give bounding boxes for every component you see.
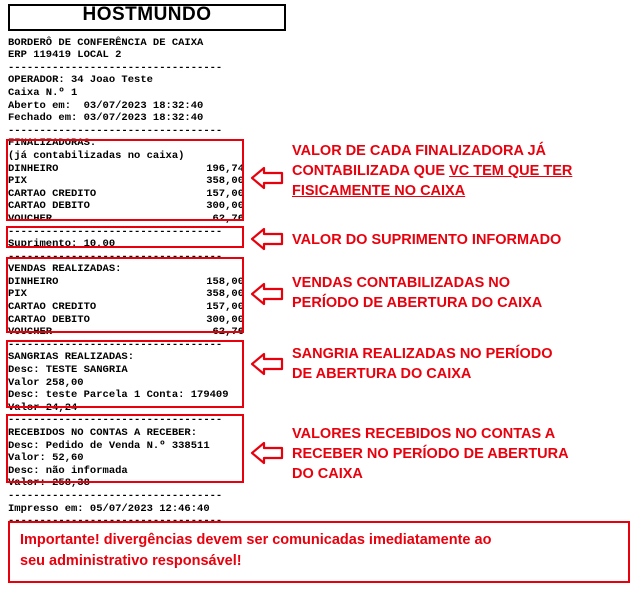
row-label: VOUCHER [8, 326, 53, 339]
table-row [8, 188, 286, 201]
divider-2: ---------------------------------- [8, 124, 223, 137]
vendas-title: VENDAS REALIZADAS: [8, 263, 122, 276]
finalizadoras-subtitle: (já contabilizadas no caixa) [8, 149, 185, 162]
fechado-line: Fechado em: 03/07/2023 18:32:40 [8, 112, 204, 125]
warning-line-1: Importante! divergências devem ser comunicadas imediatamente ao [20, 532, 492, 548]
row-value: 62,76 [212, 212, 244, 225]
table-row [8, 301, 286, 314]
annotation-sangrias-line-1: SANGRIA REALIZADAS NO PERÍODO [292, 346, 553, 362]
suprimento-line: Suprimento: 10,00 [8, 238, 116, 251]
recebido-line: Desc: Pedido de Venda N.º 338511 [8, 439, 210, 452]
recebido-line: Valor: 52,60 [8, 452, 84, 465]
divider-8: ---------------------------------- [8, 515, 223, 528]
arrow-sangrias-icon [250, 351, 284, 377]
receipt-header-line-1: BORDERÔ DE CONFERÊNCIA DE CAIXA [8, 36, 204, 49]
annotation-sangrias [292, 344, 637, 384]
annotation-suprimento [292, 230, 637, 250]
recebido-line: Valor: 258,38 [8, 477, 90, 490]
annotation-vendas [292, 273, 637, 313]
row-label: CARTAO DEBITO [8, 313, 90, 326]
table-row [8, 200, 286, 213]
row-label: DINHEIRO [8, 275, 59, 288]
recebidos-title: RECEBIDOS NO CONTAS A RECEBER: [8, 427, 198, 439]
aberto-line: Aberto em: 03/07/2023 18:32:40 [8, 99, 204, 112]
divider-7: ---------------------------------- [8, 489, 223, 502]
row-value: 358,00 [206, 175, 244, 188]
impresso-line: Impresso em: 05/07/2023 12:46:40 [8, 502, 210, 515]
receipt-title: HOSTMUNDO [82, 4, 212, 25]
row-label: PIX [8, 288, 27, 301]
sangrias-section [8, 351, 286, 414]
table-row [8, 288, 286, 301]
row-value: 157,00 [206, 187, 244, 200]
row-value: 158,00 [206, 275, 244, 288]
annotation-vendas-line-2: PERÍODO DE ABERTURA DO CAIXA [292, 295, 543, 311]
finalizadoras-section [8, 137, 286, 225]
annotation-sangrias-line-2: DE ABERTURA DO CAIXA [292, 366, 472, 382]
row-label: VOUCHER [8, 212, 53, 225]
finalizadoras-title: FINALIZADORAS: [8, 137, 97, 150]
divider-5: ---------------------------------- [8, 338, 223, 351]
row-value: 62,76 [212, 326, 244, 339]
annotation-finalizadoras-line-1: VALOR DE CADA FINALIZADORA JÁ [292, 143, 547, 159]
annotation-text-underlined: VC TEM QUE TER [449, 163, 573, 179]
vendas-section [8, 263, 286, 339]
annotation-suprimento-line-1: VALOR DO SUPRIMENTO INFORMADO [292, 232, 562, 248]
sangria-line: Desc: TESTE SANGRIA [8, 364, 128, 377]
annotation-finalizadoras-line-3: FISICAMENTE NO CAIXA [292, 183, 466, 199]
receipt-header-line-2: ERP 119419 LOCAL 2 [8, 49, 122, 62]
arrow-finalizadoras-icon [250, 165, 284, 191]
caixa-line: Caixa N.º 1 [8, 86, 78, 99]
table-row [8, 326, 286, 339]
sangria-line: Valor 258,00 [8, 376, 84, 389]
annotation-recebidos-line-2: RECEBER NO PERÍODO DE ABERTURA [292, 446, 569, 462]
annotation-finalizadoras [292, 141, 637, 201]
warning-line-2: seu administrativo responsável! [20, 553, 242, 569]
annotation-vendas-line-1: VENDAS CONTABILIZADAS NO [292, 275, 511, 291]
receipt [8, 4, 286, 528]
table-row [8, 163, 286, 176]
row-value: 196,74 [206, 162, 244, 175]
row-value: 300,00 [206, 313, 244, 326]
row-label: CARTAO DEBITO [8, 200, 90, 213]
divider-4: ---------------------------------- [8, 250, 223, 263]
sangria-line: Valor 24,24 [8, 401, 78, 414]
row-value: 358,00 [206, 288, 244, 301]
annotation-recebidos-line-3: DO CAIXA [292, 466, 363, 482]
annotation-finalizadoras-line-2 [292, 161, 637, 181]
table-row [8, 314, 286, 327]
sangria-line: Desc: teste Parcela 1 Conta: 179409 [8, 389, 229, 402]
annotation-recebidos [292, 424, 637, 484]
recebidos-section [8, 427, 286, 490]
recebido-line: Desc: não informada [8, 464, 128, 477]
annotation-text: CONTABILIZADA QUE [292, 163, 450, 179]
arrow-recebidos-icon [250, 440, 284, 466]
row-value: 157,00 [206, 301, 244, 314]
sangrias-title: SANGRIAS REALIZADAS: [8, 351, 135, 364]
divider-3: ---------------------------------- [8, 225, 223, 238]
operator-line: OPERADOR: 34 Joao Teste [8, 74, 153, 87]
table-row [8, 175, 286, 188]
annotation-recebidos-line-1: VALORES RECEBIDOS NO CONTAS A [292, 426, 556, 442]
divider-6: ---------------------------------- [8, 414, 223, 427]
row-label: CARTAO CREDITO [8, 301, 97, 314]
arrow-vendas-icon [250, 281, 284, 307]
arrow-suprimento-icon [250, 226, 284, 252]
warning-box [8, 521, 630, 583]
row-label: CARTAO CREDITO [8, 187, 97, 200]
receipt-title-box [8, 4, 286, 31]
row-value: 300,00 [206, 200, 244, 213]
row-label: DINHEIRO [8, 162, 59, 175]
divider-1: ---------------------------------- [8, 61, 223, 74]
table-row [8, 213, 286, 226]
table-row [8, 276, 286, 289]
row-label: PIX [8, 175, 27, 188]
